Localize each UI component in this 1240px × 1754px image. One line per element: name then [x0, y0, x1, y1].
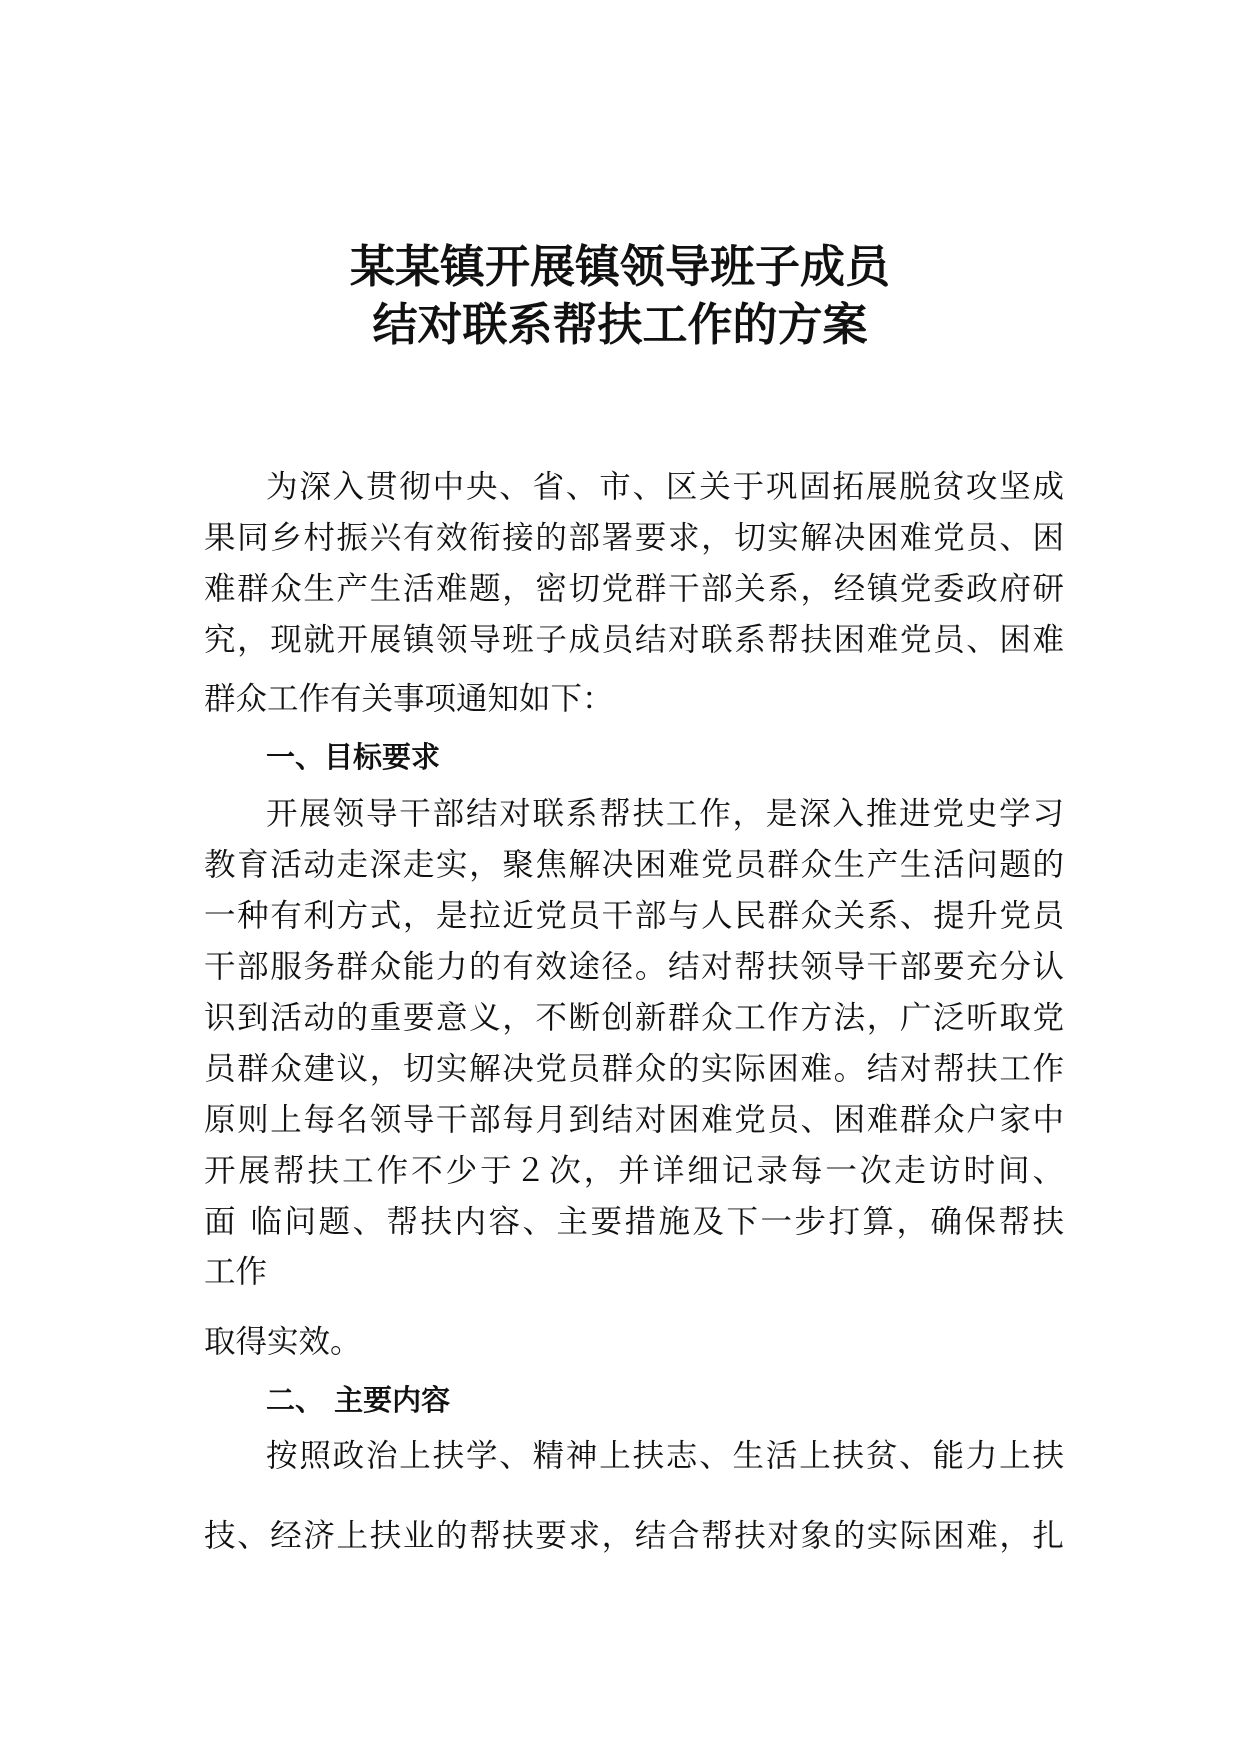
intro-line-4: 究，现就开展镇领导班子成员结对联系帮扶困难党员、困难 [204, 622, 1064, 658]
document-title-line-1: 某某镇开展镇领导班子成员 [349, 240, 890, 293]
intro-line-1: 为深入贯彻中央、省、市、区关于巩固拓展脱贫攻坚成 [266, 469, 1064, 505]
section2-line-1: 按照政治上扶学、精神上扶志、生活上扶贫、能力上扶 [266, 1438, 1064, 1474]
section1-line-7: 原则上每名领导干部每月到结对困难党员、困难群众户家中 [204, 1102, 1064, 1138]
section1-line-10: 工作 [204, 1254, 268, 1290]
section-heading-goals: 一、目标要求 [266, 740, 441, 774]
section1-line-5: 识到活动的重要意义，不断创新群众工作方法，广泛听取党 [204, 1000, 1064, 1036]
document-title-line-2: 结对联系帮扶工作的方案 [372, 298, 868, 351]
section1-line-3: 一种有利方式，是拉近党员干部与人民群众关系、提升党员 [204, 898, 1064, 934]
intro-line-5: 群众工作有关事项通知如下： [204, 681, 614, 717]
section1-line-9: 面 临问题、帮扶内容、主要措施及下一步打算，确保帮扶 [204, 1204, 1064, 1240]
section2-line-2: 技、经济上扶业的帮扶要求，结合帮扶对象的实际困难，扎 [204, 1518, 1064, 1554]
section1-line-8: 开展帮扶工作不少于２次，并详细记录每一次走访时间、 [204, 1153, 1064, 1189]
intro-line-3: 难群众生产生活难题，密切党群干部关系，经镇党委政府研 [204, 571, 1064, 607]
section1-line-4: 干部服务群众能力的有效途径。结对帮扶领导干部要充分认 [204, 949, 1064, 985]
section1-line-1: 开展领导干部结对联系帮扶工作，是深入推进党史学习 [266, 796, 1064, 832]
section1-line-11: 取得实效。 [204, 1324, 362, 1360]
intro-line-2: 果同乡村振兴有效衔接的部署要求，切实解决困难党员、困 [204, 520, 1064, 556]
section1-line-2: 教育活动走深走实，聚焦解决困难党员群众生产生活问题的 [204, 847, 1064, 883]
section-heading-main-content: 二、 主要内容 [266, 1383, 451, 1417]
section1-line-6: 员群众建议，切实解决党员群众的实际困难。结对帮扶工作 [204, 1051, 1064, 1087]
